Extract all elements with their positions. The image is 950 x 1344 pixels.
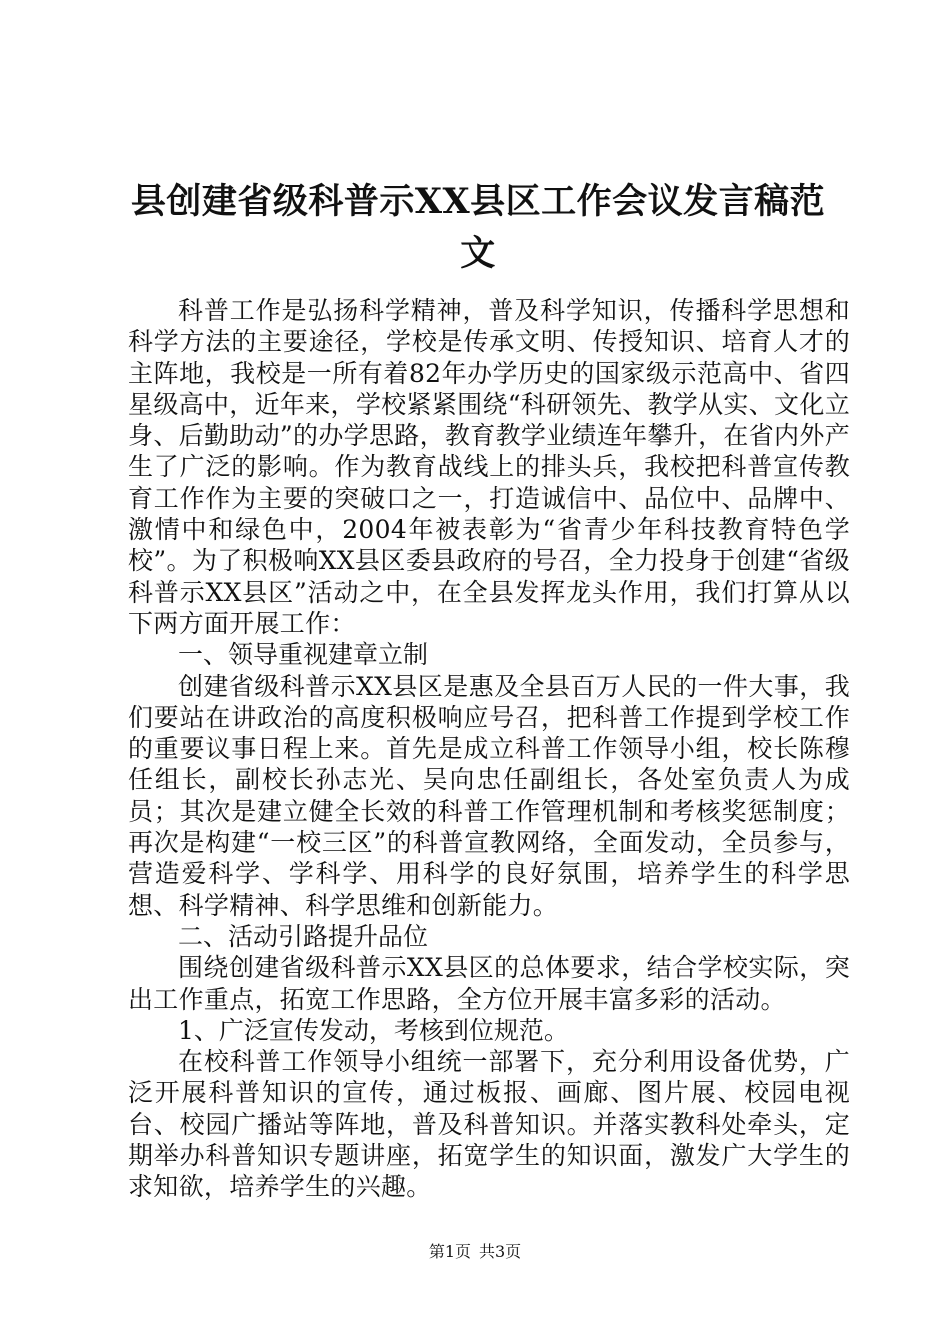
document-title: 县创建省级科普示XX县区工作会议发言稿范文 [130,181,826,274]
section-heading-leadership: 一、领导重视建章立制 [178,640,429,670]
subsection-heading-publicity: 1、广泛宣传发动，考核到位规范。 [178,1015,569,1045]
document-body [128,295,850,1203]
activities-paragraph: 围绕创建省级科普示XX县区的总体要求，结合学校实际，突出工作重点，拓宽工作思路，全方位开展丰富多彩的活动。 [128,953,850,1014]
publicity-paragraph: 在校科普工作领导小组统一部署下，充分利用设备优势，广泛开展科普知识的宣传，通过板报、画廊、图片展、校园电视台、校园广播站等阵地，普及科普知识。并落实教科处牵头，定期举办科普知识专题讲座，拓宽学生的知识面，激发广大学生的求知欲，培养学生的兴趣。 [128,1047,850,1202]
leadership-paragraph: 创建省级科普示XX县区是惠及全县百万人民的一件大事，我们要站在讲政治的高度积极响应号召，把科普工作提到学校工作的重要议事日程上来。首先是成立科普工作领导小组，校长陈穆任组长，副校长孙志光、吴向忠任副组长，各处室负责人为成员；其次是建立健全长效的科普工作管理机制和考核奖惩制度；再次是构建“一校三区”的科普宣教网络，全面发动，全员参与，营造爱科学、学科学、用科学的良好氛围，培养学生的科学思想、科学精神、科学思维和创新能力。 [128,671,850,920]
page-footer [0,1242,950,1262]
page-number: 第1页 [428,1242,471,1261]
page-total: 共3页 [479,1242,522,1261]
section-heading-activities: 二、活动引路提升品位 [178,921,429,951]
intro-paragraph: 科普工作是弘扬科学精神，普及科学知识，传播科学思想和科学方法的主要途径，学校是传承文明、传授知识、培育人才的主阵地，我校是一所有着82年办学历史的国家级示范高中、省四星级高中，近年来，学校紧紧围绕“科研领先、教学从实、文化立身、后勤助动”的办学思路，教育教学业绩连年攀升，在省内外产生了广泛的影响。作为教育战线上的排头兵，我校把科普宣传教育工作作为主要的突破口之一，打造诚信中、品位中、品牌中、激情中和绿色中，2004年被表彰为“省青少年科技教育特色学校”。为了积极响XX县区委县政府的号召，全力投身于创建“省级科普示XX县区”活动之中，在全县发挥龙头作用，我们打算从以下两方面开展工作： [128,296,850,638]
